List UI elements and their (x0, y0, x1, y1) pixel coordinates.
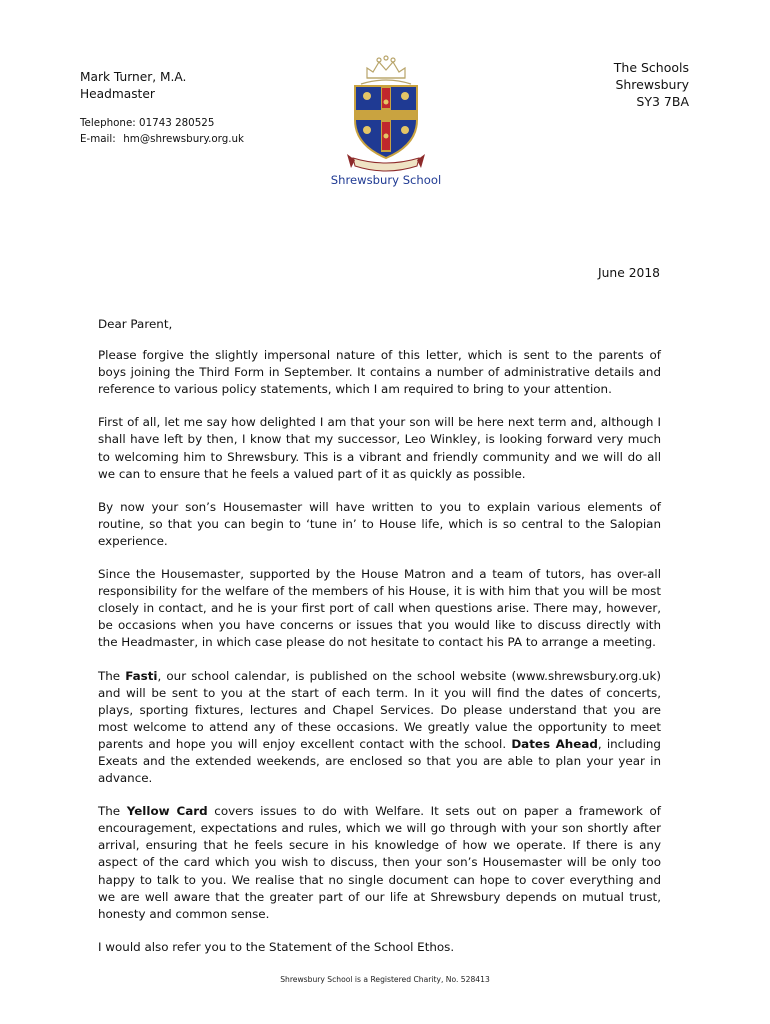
paragraph: By now your son’s Housemaster will have written to you to explain various elements of routine, so that you can begin to ‘tune in’ to House life, which is so central to the Salopian experience. (98, 499, 661, 548)
sender-name: Mark Turner, M.A. (80, 70, 187, 84)
email-label: E-mail: (80, 133, 116, 145)
telephone-line (80, 115, 244, 131)
paragraph: Since the Housemaster, supported by the House Matron and a team of tutors, has over-all responsibility for the welfare of the members of his House, it is with him that you will be most closely in contact, and he is your first port of call when questions arise. There may, however, be occasions when you have concerns or issues that you would like to discuss directly with the Headmaster, in which case please do not hesitate to contact his PA to arrange a meeting. (98, 567, 661, 650)
letter-date: June 2018 (598, 266, 660, 280)
paragraph (98, 668, 661, 788)
email-address: hm@shrewsbury.org.uk (123, 133, 244, 145)
letter-body (98, 316, 661, 972)
address-line: SY3 7BA (636, 94, 689, 109)
text-run: , including Exeats and the extended weekends, are enclosed so that you are able to plan your year in advance. (98, 736, 661, 786)
telephone-number: 01743 280525 (139, 117, 215, 129)
fasti-term: Fasti (125, 668, 158, 683)
paragraph (98, 803, 661, 923)
text-run: covers issues to do with Welfare. It sets out on paper a framework of encouragement, expectations and rules, which we will go through with your son shortly after arrival, ensuring that he feels secure in his knowledge of how we operate. If there is any aspect of the card which you wish to discuss, then your son’s Housemaster will be only too happy to talk to you. We realise that no single document can hope to cover everything and we are well aware that the greater part of our life at Shrewsbury depends on mutual trust, honesty and common sense. (98, 804, 661, 921)
text-run: The (98, 804, 127, 819)
sender-block (80, 69, 186, 102)
footer-charity-note: Shrewsbury School is a Registered Charity, No. 528413 (280, 975, 490, 984)
paragraph: Please forgive the slightly impersonal nature of this letter, which is sent to the parents of boys joining the Third Form in September. It contains a number of administrative details and reference to various policy statements, which I am required to bring to your attention. (98, 348, 661, 397)
text-run: The (98, 668, 126, 683)
school-name: Shrewsbury School (330, 173, 442, 187)
paragraph: I would also refer you to the Statement of the School Ethos. (98, 939, 455, 954)
text-run: , our school calendar, is published on the school website (www.shrewsbury.org.uk) and will be sent to you at the start of each term. In it you will find the dates of concerts, plays, sporting fixtures, lectures and Chapel Services. Do please understand that you are most welcome to attend any of these occasions. We greatly value the opportunity to meet parents and hope you will enjoy excellent contact with the school. (98, 668, 661, 751)
telephone-label: Telephone: (80, 117, 136, 129)
address-line: Shrewsbury (615, 77, 689, 92)
school-crest-icon (331, 50, 441, 190)
salutation: Dear Parent, (98, 317, 173, 331)
paragraph: First of all, let me say how delighted I am that your son will be here next term and, although I shall have left by then, I know that my successor, Leo Winkley, is looking forward very much to welcoming him to Shrewsbury. This is a vibrant and friendly community and we will do all we can to ensure that he feels a valued part of it as quickly as possible. (98, 415, 661, 481)
yellow-card-term: Yellow Card (126, 804, 208, 819)
address-line: The Schools (613, 60, 689, 75)
sender-title: Headmaster (80, 86, 155, 101)
contact-block (80, 115, 244, 147)
email-line (80, 131, 244, 147)
dates-ahead-term: Dates Ahead (511, 736, 598, 751)
address-block (614, 59, 689, 110)
